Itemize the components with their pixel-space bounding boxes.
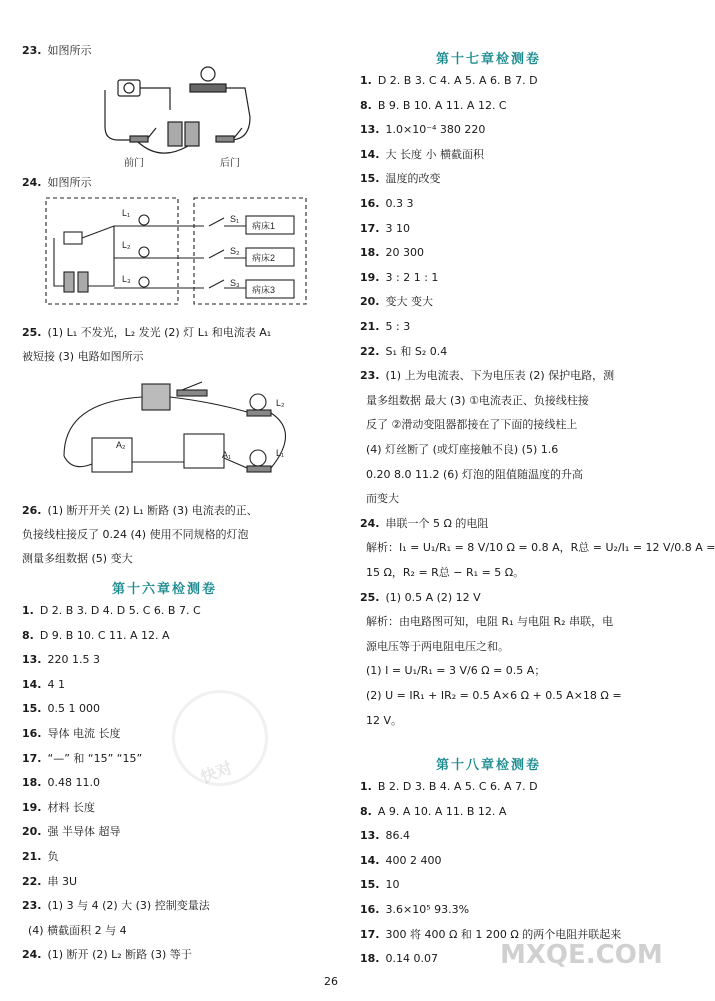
page-number: 26 bbox=[324, 975, 338, 988]
label-a1: A₁ bbox=[222, 450, 232, 460]
label-l1: L₁ bbox=[122, 208, 131, 218]
chapter-18-heading: 第十八章检测卷 bbox=[436, 758, 542, 773]
answer-line: 19. 材料 长度 bbox=[22, 800, 95, 814]
answer-line: 量多组数据 最大 (3) ①电流表正、负接线柱接 bbox=[366, 393, 589, 407]
q25-line2: 被短接 (3) 电路如图所示 bbox=[22, 350, 144, 363]
watermark-text: 快对 bbox=[198, 758, 235, 787]
answer-line: 14. 4 1 bbox=[22, 677, 65, 691]
label-l2: L₂ bbox=[276, 398, 285, 408]
answer-line: (2) U = IR₁ + IR₂ = 0.5 A×6 Ω + 0.5 A×18 Ω = bbox=[366, 689, 622, 702]
label-l2: L₂ bbox=[122, 240, 131, 250]
answer-line: 20. 强 半导体 超导 bbox=[22, 825, 121, 839]
answer-line: 23. (1) 3 与 4 (2) 大 (3) 控制变量法 bbox=[22, 899, 210, 913]
answer-line: 21. 5 : 3 bbox=[360, 320, 411, 333]
answer-line: 20. 变大 变大 bbox=[360, 295, 433, 309]
q24: 24. 如图所示 bbox=[22, 176, 92, 189]
answer-line: 8. D 9. B 10. C 11. A 12. A bbox=[22, 628, 170, 642]
answer-line: 17. “—” 和 “15” “15” bbox=[22, 751, 143, 765]
answer-line: 14. 400 2 400 bbox=[360, 853, 442, 867]
label-l3: L₃ bbox=[122, 274, 131, 284]
answer-line: 17. 300 将 400 Ω 和 1 200 Ω 的两个电阻并联起来 bbox=[360, 927, 622, 941]
label-a2: A₂ bbox=[116, 440, 126, 450]
q26-line3: 测量多组数据 (5) 变大 bbox=[22, 552, 133, 565]
label-bed3: 病床3 bbox=[252, 285, 276, 295]
label-back-door: 后门 bbox=[220, 158, 240, 169]
q26-line2: 负接线柱接反了 0.24 (4) 使用不同规格的灯泡 bbox=[22, 528, 249, 541]
answer-line: 源电压等于两电阻电压之和。 bbox=[366, 639, 509, 653]
answer-line: 13. 220 1.5 3 bbox=[22, 653, 100, 667]
q23: 23. 如图所示 bbox=[22, 44, 92, 57]
answer-line: 8. B 9. B 10. A 11. A 12. C bbox=[360, 98, 507, 112]
answer-line: 8. A 9. A 10. A 11. B 12. A bbox=[360, 804, 507, 818]
label-s2: S₂ bbox=[230, 246, 240, 256]
answer-line: 解析：由电路图可知，电阻 R₁ 与电阻 R₂ 串联，电 bbox=[366, 615, 614, 629]
answer-line: 15. 0.5 1 000 bbox=[22, 702, 100, 716]
answer-line: 22. 串 3U bbox=[22, 874, 78, 888]
answer-line: 16. 3.6×10⁵ 93.3% bbox=[360, 903, 470, 916]
answer-line: 13. 86.4 bbox=[360, 829, 410, 843]
answer-line: 14. 大 长度 小 横截面积 bbox=[360, 147, 484, 161]
label-bed1: 病床1 bbox=[252, 221, 276, 231]
chapter-16-heading: 第十六章检测卷 bbox=[112, 582, 218, 597]
answer-line: 23. (1) 上为电流表、下为电压表 (2) 保护电路，测 bbox=[360, 369, 615, 383]
answer-line: 解析：I₁ = U₁/R₁ = 8 V/10 Ω = 0.8 A，R总 = U₂/I₁ = 12 V/0.8 A = bbox=[366, 541, 715, 555]
chapter-17-heading: 第十七章检测卷 bbox=[436, 52, 542, 67]
answer-line: 1. D 2. B 3. C 4. A 5. A 6. B 7. D bbox=[360, 74, 538, 87]
answer-line: 15 Ω，R₂ = R总 − R₁ = 5 Ω。 bbox=[366, 566, 525, 579]
answer-line: 22. S₁ 和 S₂ 0.4 bbox=[360, 344, 448, 358]
answer-line: 15. 10 bbox=[360, 878, 400, 892]
answer-line: (1) I = U₁/R₁ = 3 V/6 Ω = 0.5 A； bbox=[366, 664, 546, 678]
label-bed2: 病床2 bbox=[252, 253, 276, 263]
answer-line: 18. 20 300 bbox=[360, 246, 424, 260]
label-front-door: 前门 bbox=[124, 158, 144, 169]
answer-line: 16. 0.3 3 bbox=[360, 197, 414, 210]
answer-line: 24. 串联一个 5 Ω 的电阻 bbox=[360, 516, 489, 530]
answer-line: 1. D 2. B 3. D 4. D 5. C 6. B 7. C bbox=[22, 604, 201, 617]
answer-line: 12 V。 bbox=[366, 713, 403, 727]
label-l1: L₁ bbox=[276, 448, 285, 458]
q25-line1: 25. (1) L₁ 不发光，L₂ 发光 (2) 灯 L₁ 和电流表 A₁ bbox=[22, 326, 272, 339]
answer-line: 1. B 2. D 3. B 4. A 5. C 6. A 7. D bbox=[360, 780, 538, 793]
watermark-corner: MXQE.COM bbox=[500, 940, 663, 970]
answer-line: 21. 负 bbox=[22, 850, 59, 863]
answer-line: 而变大 bbox=[366, 492, 399, 506]
answer-line: 13. 1.0×10⁻⁴ 380 220 bbox=[360, 123, 486, 137]
figure-23-doorbell-circuit bbox=[100, 62, 270, 170]
answer-line: 18. 0.48 11.0 bbox=[22, 776, 100, 790]
answer-line: 16. 导体 电流 长度 bbox=[22, 727, 121, 740]
answer-line: 17. 3 10 bbox=[360, 221, 410, 235]
figure-24-ward-circuit bbox=[44, 196, 314, 308]
answer-line: 24. (1) 断开 (2) L₂ 断路 (3) 等于 bbox=[22, 948, 192, 962]
answer-line: 19. 3 : 2 1 : 1 bbox=[360, 270, 439, 284]
answer-line: 15. 温度的改变 bbox=[360, 172, 441, 186]
answer-line: 18. 0.14 0.07 bbox=[360, 952, 438, 966]
answer-line: (4) 灯丝断了 (或灯座接触不良) (5) 1.6 bbox=[366, 443, 559, 456]
label-s1: S₁ bbox=[230, 214, 240, 224]
answer-line: (4) 横截面积 2 与 4 bbox=[28, 923, 127, 937]
q26-line1: 26. (1) 断开开关 (2) L₁ 断路 (3) 电流表的正、 bbox=[22, 504, 258, 517]
figure-25-circuit bbox=[62, 372, 302, 490]
answer-line: 0.20 8.0 11.2 (6) 灯泡的阻值随温度的升高 bbox=[366, 467, 584, 481]
answer-line: 25. (1) 0.5 A (2) 12 V bbox=[360, 590, 481, 604]
label-s3: S₃ bbox=[230, 278, 240, 288]
answer-line: 反了 ②滑动变阻器都接在了下面的接线柱上 bbox=[366, 418, 578, 432]
